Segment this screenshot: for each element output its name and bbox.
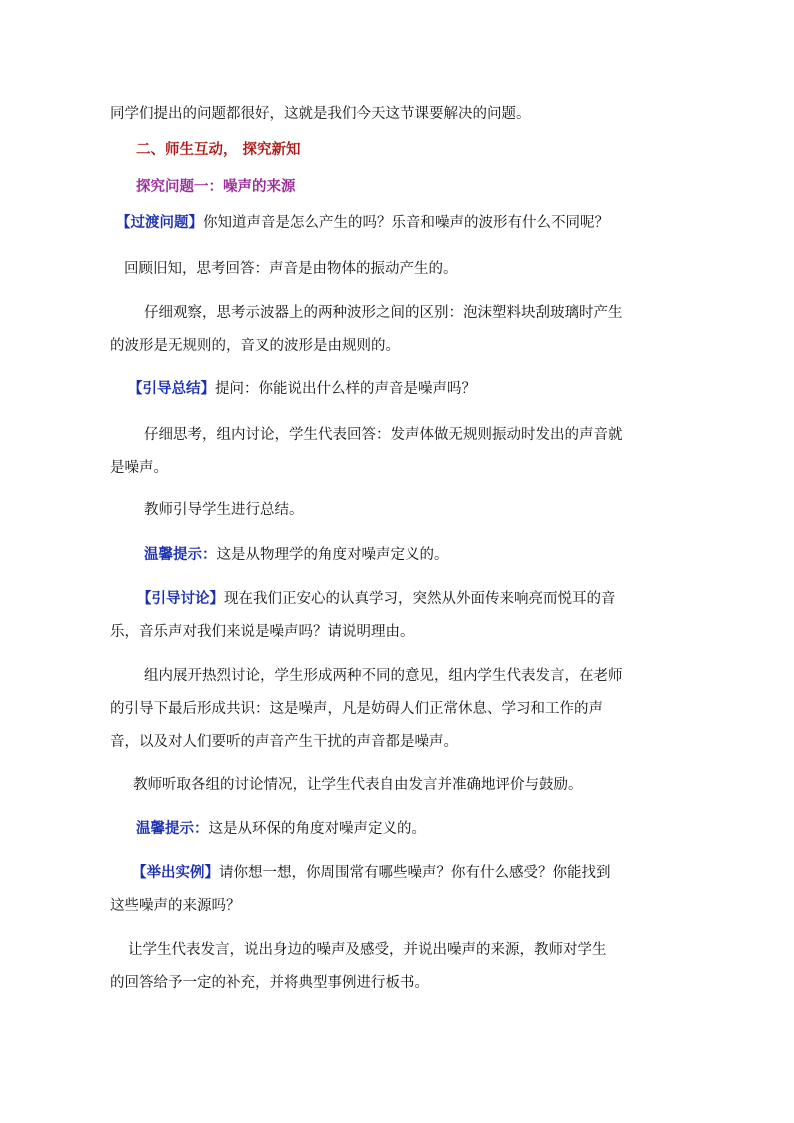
subsection-heading bbox=[136, 177, 296, 197]
tag-give-examples: 【举出实例】 bbox=[132, 864, 219, 881]
heading-text: 二、师生互动， 探究新知 bbox=[136, 141, 301, 158]
paragraph-guided-summary bbox=[128, 379, 476, 399]
text: 这是从物理学的角度对噪声定义的。 bbox=[216, 547, 449, 563]
paragraph-teacher-summary bbox=[144, 500, 304, 520]
text: 是噪声。 bbox=[110, 460, 168, 476]
paragraph-group-discussion-line2 bbox=[110, 699, 603, 719]
text: 教师听取各组的讨论情况，让学生代表自由发言并准确地评价与鼓励。 bbox=[133, 777, 583, 793]
text: 提问：你能说出什么样的声音是噪声吗？ bbox=[215, 381, 476, 397]
paragraph-tip-environment bbox=[136, 819, 426, 839]
paragraph-observe-line2 bbox=[110, 336, 400, 356]
text: 这些噪声的来源吗？ bbox=[110, 898, 241, 914]
paragraph-review bbox=[124, 259, 458, 279]
tag-guided-summary: 【引导总结】 bbox=[128, 380, 215, 397]
text: 回顾旧知，思考回答：声音是由物体的振动产生的。 bbox=[124, 261, 458, 277]
text: 现在我们正安心的认真学习，突然从外面传来响亮而悦耳的音 bbox=[224, 591, 616, 607]
section-heading-2 bbox=[136, 140, 301, 160]
paragraph-group-discussion-line1 bbox=[144, 666, 623, 686]
paragraph-intro bbox=[110, 104, 531, 124]
paragraph-think-line1 bbox=[144, 425, 623, 445]
tag-warm-tip: 温馨提示： bbox=[144, 546, 217, 563]
paragraph-observe-line1 bbox=[144, 303, 623, 323]
tag-guided-discussion: 【引导讨论】 bbox=[137, 590, 224, 607]
paragraph-examples-line2 bbox=[110, 896, 241, 916]
paragraph-think-line2 bbox=[110, 458, 168, 478]
text: 乐，音乐声对我们来说是噪声吗？请说明理由。 bbox=[110, 624, 415, 640]
paragraph-group-discussion-line3 bbox=[110, 732, 458, 752]
text: 的引导下最后形成共识：这是噪声，凡是妨碍人们正常休息、学习和工作的声 bbox=[110, 701, 603, 717]
text: 仔细思考，组内讨论，学生代表回答：发声体做无规则振动时发出的声音就 bbox=[144, 427, 623, 443]
tag-transition-question: 【过渡问题】 bbox=[116, 214, 203, 231]
text: 让学生代表发言，说出身边的噪声及感受，并说出噪声的来源，教师对学生 bbox=[128, 942, 607, 958]
paragraph-student-speak-line2 bbox=[110, 973, 429, 993]
paragraph-guided-discussion-line2 bbox=[110, 622, 415, 642]
text: 音，以及对人们要听的声音产生干扰的声音都是噪声。 bbox=[110, 734, 458, 750]
text: 你知道声音是怎么产生的吗？乐音和噪声的波形有什么不同呢？ bbox=[203, 215, 609, 231]
tag-warm-tip: 温馨提示： bbox=[136, 820, 209, 837]
text: 同学们提出的问题都很好，这就是我们今天这节课要解决的问题。 bbox=[110, 106, 531, 122]
paragraph-tip-physics bbox=[144, 545, 449, 565]
paragraph-student-speak-line1 bbox=[128, 940, 607, 960]
text: 的波形是无规则的，音叉的波形是由规则的。 bbox=[110, 338, 400, 354]
paragraph-teacher-listen bbox=[133, 775, 583, 795]
text: 这是从环保的角度对噪声定义的。 bbox=[208, 821, 426, 837]
heading-text: 探究问题一：噪声的来源 bbox=[136, 178, 296, 195]
paragraph-guided-discussion-line1 bbox=[137, 589, 616, 609]
text: 教师引导学生进行总结。 bbox=[144, 502, 304, 518]
text: 的回答给予一定的补充，并将典型事例进行板书。 bbox=[110, 975, 429, 991]
text: 组内展开热烈讨论，学生形成两种不同的意见，组内学生代表发言，在老师 bbox=[144, 668, 623, 684]
text: 请你想一想，你周围常有哪些噪声？你有什么感受？你能找到 bbox=[219, 865, 611, 881]
text: 仔细观察，思考示波器上的两种波形之间的区别：泡沫塑料块刮玻璃时产生 bbox=[144, 305, 623, 321]
paragraph-examples-line1 bbox=[132, 863, 611, 883]
paragraph-transition-question bbox=[116, 213, 609, 233]
